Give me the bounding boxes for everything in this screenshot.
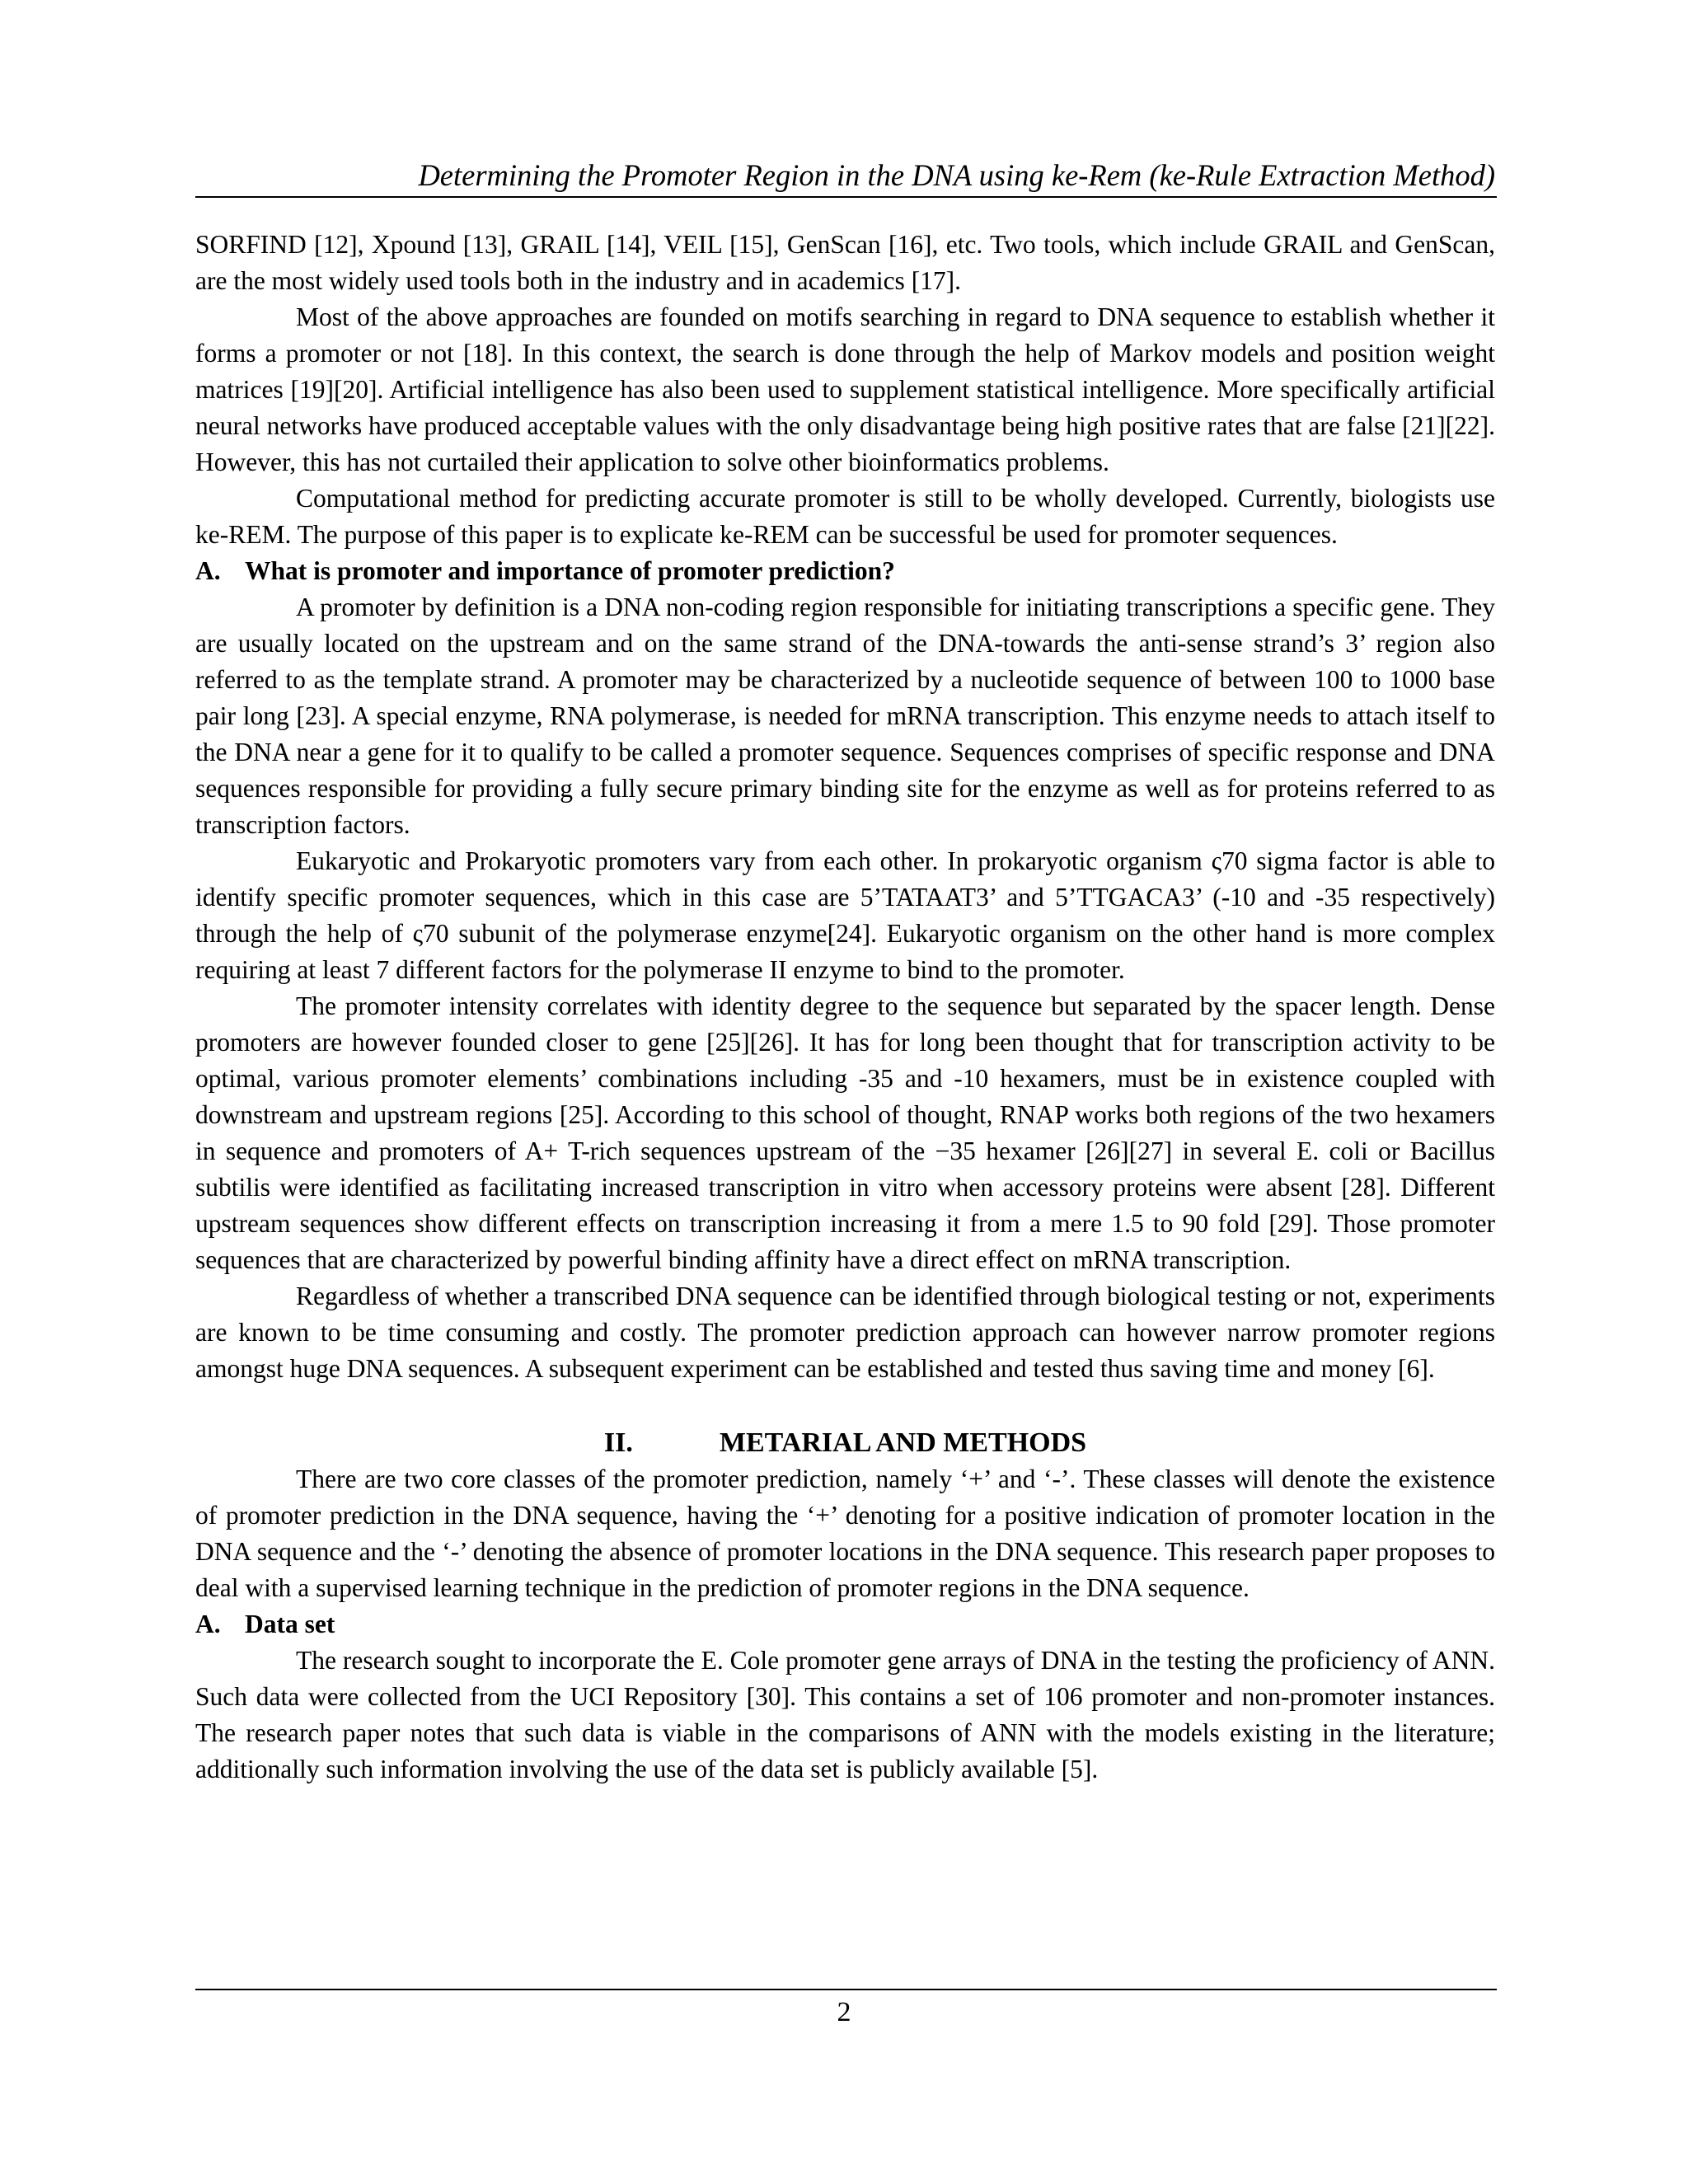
paragraph: A promoter by definition is a DNA non-coding region responsible for initiating transcriptions a specific gene. They are usually located on the upstream and on the same strand of the DNA-towards the anti-sense strand’s 3’ region also referred to as the template strand. A promoter may be characterized by a nucleotide sequence of between 100 to 1000 base pair long [23]. A special enzyme, RNA polymerase, is needed for mRNA transcription. This enzyme needs to attach itself to the DNA near a gene for it to qualify to be called a promoter sequence. Sequences comprises of specific response and DNA sequences responsible for providing a fully secure primary binding site for the enzyme as well as for proteins referred to as transcription factors. [195,593,1495,839]
paragraph: The research sought to incorporate the E. Cole promoter gene arrays of DNA in the testing the proficiency of ANN. Such data were collected from the UCI Repository [30]. This contains a set of 106 promoter and non-promoter instances. The research paper notes that such data is viable in the comparisons of ANN with the models existing in the literature; additionally such information involving the use of the data set is publicly available [5]. [195,1646,1495,1783]
paragraph: Eukaryotic and Prokaryotic promoters vary from each other. In prokaryotic organism ς70 sigma factor is able to identify specific promoter sequences, which in this case are 5’TATAAT3’ and 5’TTGACA3’ (-10 and -35 respectively) through the help of ς70 subunit of the polymerase enzyme[24]. Eukaryotic organism on the other hand is more complex requiring at least 7 different factors for the polymerase II enzyme to bind to the promoter. [195,846,1495,984]
footer-rule [195,1989,1497,1990]
subsection-title: What is promoter and importance of promoter prediction? [245,556,895,585]
subsection-heading [195,553,1495,589]
section-heading [195,1425,1495,1461]
section-title: METARIAL AND METHODS [719,1427,1087,1458]
paragraph: Regardless of whether a transcribed DNA sequence can be identified through biological testing or not, experiments are known to be time consuming and costly. The promoter prediction approach can however narrow promoter regions amongst huge DNA sequences. A subsequent experiment can be established and tested thus saving time and money [6]. [195,1282,1495,1383]
subsection-heading [195,1606,1495,1643]
running-header: Determining the Promoter Region in the DNA using ke-Rem (ke-Rule Extraction Method) [418,158,1495,192]
section-number: II. [603,1427,633,1458]
page-number: 2 [837,1997,851,2027]
paragraph: The promoter intensity correlates with identity degree to the sequence but separated by the spacer length. Dense promoters are however founded closer to gene [25][26]. It has for long been thought that for transcription activity to be optimal, various promoter elements’ combinations including -35 and -10 hexamers, must be in existence coupled with downstream and upstream regions [25]. According to this school of thought, RNAP works both regions of the two hexamers in sequence and promoters of A+ T-rich sequences upstream of the −35 hexamer [26][27] in several E. coli or Bacillus subtilis were identified as facilitating increased transcription in vitro when accessory proteins were absent [28]. Different upstream sequences show different effects on transcription increasing it from a mere 1.5 to 90 fold [29]. Those promoter sequences that are characterized by powerful binding affinity have a direct effect on mRNA transcription. [195,991,1495,1274]
page-body [195,227,1495,1788]
subsection-letter: A. [195,1610,221,1638]
paragraph: There are two core classes of the promoter prediction, namely ‘+’ and ‘-’. These classes will denote the existence of promoter prediction in the DNA sequence, having the ‘+’ denoting for a positive indication of promoter location in the DNA sequence and the ‘-’ denoting the absence of promoter locations in the DNA sequence. This research paper proposes to deal with a supervised learning technique in the prediction of promoter regions in the DNA sequence. [195,1465,1495,1602]
paragraph: Most of the above approaches are founded on motifs searching in regard to DNA sequence to establish whether it forms a promoter or not [18]. In this context, the search is done through the help of Markov models and position weight matrices [19][20]. Artificial intelligence has also been used to supplement statistical intelligence. More specifically artificial neural networks have produced acceptable values with the only disadvantage being high positive rates that are false [21][22]. However, this has not curtailed their application to solve other bioinformatics problems. [195,302,1495,476]
paragraph: SORFIND [12], Xpound [13], GRAIL [14], VEIL [15], GenScan [16], etc. Two tools, which include GRAIL and GenScan, are the most widely used tools both in the industry and in academics [17]. [195,230,1495,295]
paragraph: Computational method for predicting accurate promoter is still to be wholly developed. Currently, biologists use ke-REM. The purpose of this paper is to explicate ke-REM can be successful be used for promoter sequences. [195,484,1495,549]
subsection-title: Data set [245,1610,335,1638]
subsection-letter: A. [195,556,221,585]
header-rule [195,196,1497,198]
